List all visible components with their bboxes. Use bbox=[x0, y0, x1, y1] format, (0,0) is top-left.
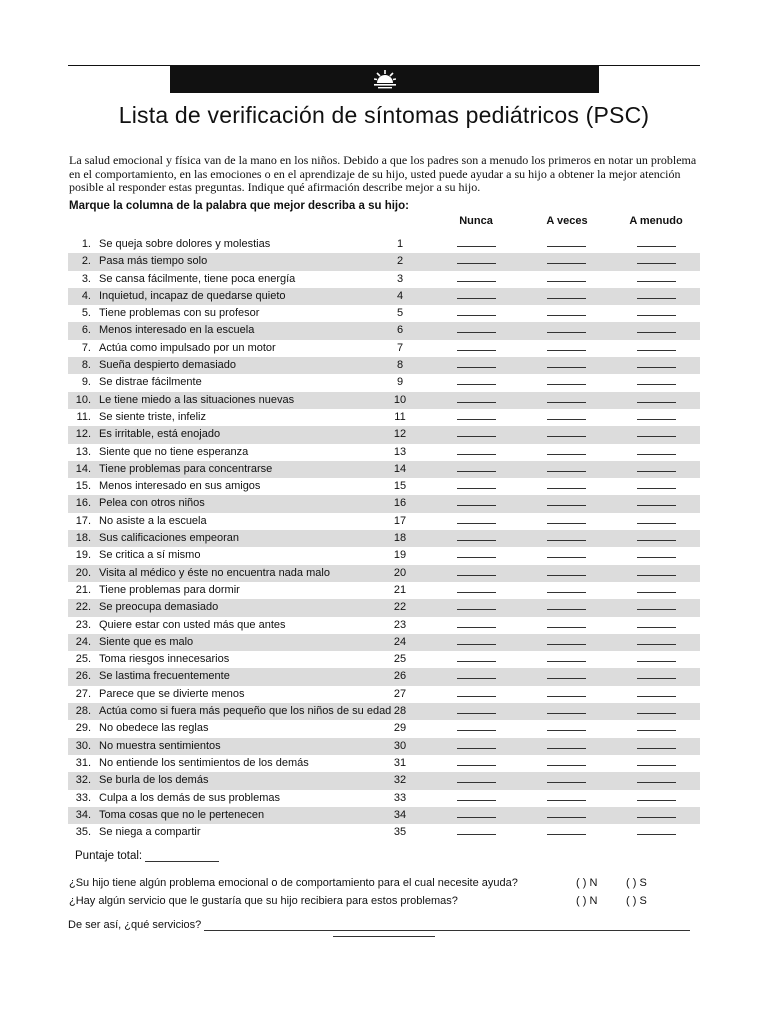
sunrise-icon bbox=[374, 69, 396, 89]
instruction-text: Marque la columna de la palabra que mejor describa a su hijo: bbox=[69, 200, 409, 212]
item-score-number: 5 bbox=[396, 307, 404, 320]
item-number: 27. bbox=[75, 687, 91, 700]
answer-blank-nunca[interactable] bbox=[457, 557, 496, 558]
item-number: 5. bbox=[81, 307, 91, 320]
symptom-list bbox=[68, 236, 700, 841]
answer-blank-a-menudo[interactable] bbox=[637, 281, 676, 282]
answer-blank-a-menudo[interactable] bbox=[637, 748, 676, 749]
list-item bbox=[68, 495, 700, 512]
list-item bbox=[68, 253, 700, 270]
item-text: Se critica a sí mismo bbox=[99, 549, 201, 562]
answer-blank-a-veces[interactable] bbox=[547, 644, 586, 645]
list-item bbox=[68, 478, 700, 495]
answer-blank-nunca[interactable] bbox=[457, 246, 496, 247]
item-score-number: 16 bbox=[393, 497, 407, 510]
answer-blank-a-menudo[interactable] bbox=[637, 523, 676, 524]
item-number: 20. bbox=[75, 566, 91, 579]
answer-blank-a-veces[interactable] bbox=[547, 696, 586, 697]
answer-blank-a-menudo[interactable] bbox=[637, 696, 676, 697]
list-item bbox=[68, 772, 700, 789]
answer-blank-a-menudo[interactable] bbox=[637, 782, 676, 783]
item-number: 14. bbox=[75, 462, 91, 475]
answer-blank-a-veces[interactable] bbox=[547, 384, 586, 385]
answer-blank-a-veces[interactable] bbox=[547, 505, 586, 506]
item-number: 23. bbox=[75, 618, 91, 631]
list-item bbox=[68, 530, 700, 547]
item-text: Parece que se divierte menos bbox=[99, 687, 245, 700]
list-item bbox=[68, 686, 700, 703]
item-text: Actúa como impulsado por un motor bbox=[99, 341, 276, 354]
item-number: 3. bbox=[81, 272, 91, 285]
item-score-number: 33 bbox=[393, 791, 407, 804]
answer-blank-a-menudo[interactable] bbox=[637, 644, 676, 645]
answer-blank-a-veces[interactable] bbox=[547, 298, 586, 299]
list-item bbox=[68, 305, 700, 322]
answer-blank-a-menudo[interactable] bbox=[637, 540, 676, 541]
item-text: Siente que no tiene esperanza bbox=[99, 445, 249, 458]
answer-blank-nunca[interactable] bbox=[457, 436, 496, 437]
answer-blank-a-veces[interactable] bbox=[547, 246, 586, 247]
item-text: Siente que es malo bbox=[99, 635, 194, 648]
item-score-number: 18 bbox=[393, 532, 407, 545]
answer-blank-a-menudo[interactable] bbox=[637, 505, 676, 506]
item-score-number: 15 bbox=[393, 480, 407, 493]
answer-blank-a-veces[interactable] bbox=[547, 471, 586, 472]
column-header-a-veces: A veces bbox=[546, 215, 588, 227]
answer-blank-a-menudo[interactable] bbox=[637, 609, 676, 610]
item-text: Se siente triste, infeliz bbox=[99, 410, 206, 423]
list-item bbox=[68, 409, 700, 426]
answer-blank-a-menudo[interactable] bbox=[637, 678, 676, 679]
answer-blank-a-veces[interactable] bbox=[547, 592, 586, 593]
column-header-nunca: Nunca bbox=[459, 215, 493, 227]
item-score-number: 32 bbox=[393, 774, 407, 787]
column-header-a-menudo: A menudo bbox=[629, 215, 683, 227]
item-score-number: 2 bbox=[396, 255, 404, 268]
list-item bbox=[68, 513, 700, 530]
total-score bbox=[75, 850, 219, 862]
answer-blank-nunca[interactable] bbox=[457, 419, 496, 420]
answer-blank-nunca[interactable] bbox=[457, 523, 496, 524]
item-number: 11. bbox=[76, 410, 91, 423]
answer-blank-nunca[interactable] bbox=[457, 471, 496, 472]
answer-blank-a-veces[interactable] bbox=[547, 713, 586, 714]
answer-blank-a-veces[interactable] bbox=[547, 402, 586, 403]
item-score-number: 30 bbox=[393, 739, 407, 752]
answer-blank-nunca[interactable] bbox=[457, 384, 496, 385]
option-services-yes[interactable]: ( ) S bbox=[626, 895, 647, 907]
item-text: Pasa más tiempo solo bbox=[99, 255, 208, 268]
answer-blank-nunca[interactable] bbox=[457, 298, 496, 299]
item-text: Tiene problemas para dormir bbox=[99, 583, 240, 596]
answer-blank-a-menudo[interactable] bbox=[637, 350, 676, 351]
answer-blank-a-menudo[interactable] bbox=[637, 419, 676, 420]
item-number: 28. bbox=[75, 705, 91, 718]
answer-blank-a-menudo[interactable] bbox=[637, 800, 676, 801]
answer-blank-a-menudo[interactable] bbox=[637, 817, 676, 818]
answer-blank-nunca[interactable] bbox=[457, 644, 496, 645]
item-score-number: 3 bbox=[396, 272, 404, 285]
answer-blank-nunca[interactable] bbox=[457, 834, 496, 835]
item-number: 25. bbox=[75, 653, 91, 666]
answer-blank-a-veces[interactable] bbox=[547, 315, 586, 316]
list-item bbox=[68, 236, 700, 253]
item-text: Culpa a los demás de sus problemas bbox=[99, 791, 280, 804]
answer-blank-a-menudo[interactable] bbox=[637, 488, 676, 489]
answer-blank-a-veces[interactable] bbox=[547, 454, 586, 455]
list-item bbox=[68, 340, 700, 357]
item-number: 2. bbox=[81, 255, 91, 268]
answer-blank-a-veces[interactable] bbox=[547, 575, 586, 576]
answer-blank-a-menudo[interactable] bbox=[637, 575, 676, 576]
item-score-number: 1 bbox=[396, 238, 404, 250]
item-score-number: 14 bbox=[393, 462, 407, 475]
item-text: Actúa como si fuera más pequeño que los niños de su edad bbox=[99, 705, 392, 718]
item-score-number: 17 bbox=[393, 514, 407, 527]
item-number: 9. bbox=[81, 376, 91, 389]
list-item bbox=[68, 288, 700, 305]
item-number: 17. bbox=[75, 514, 91, 527]
answer-blank-a-menudo[interactable] bbox=[637, 332, 676, 333]
item-score-number: 29 bbox=[393, 722, 407, 735]
item-number: 12. bbox=[75, 428, 91, 441]
item-text: Sus calificaciones empeoran bbox=[99, 532, 240, 545]
item-number: 8. bbox=[81, 359, 91, 372]
answer-blank-nunca[interactable] bbox=[457, 817, 496, 818]
answer-blank-a-menudo[interactable] bbox=[637, 627, 676, 628]
answer-blank-a-menudo[interactable] bbox=[637, 436, 676, 437]
answer-blank-nunca[interactable] bbox=[457, 540, 496, 541]
item-number: 16. bbox=[75, 497, 91, 510]
answer-blank-nunca[interactable] bbox=[457, 765, 496, 766]
answer-blank-a-menudo[interactable] bbox=[637, 713, 676, 714]
answer-blank-a-veces[interactable] bbox=[547, 609, 586, 610]
answer-blank-nunca[interactable] bbox=[457, 696, 496, 697]
option-services-no[interactable]: ( ) N bbox=[576, 895, 598, 907]
list-item bbox=[68, 738, 700, 755]
item-score-number: 8 bbox=[396, 359, 404, 372]
answer-blank-a-menudo[interactable] bbox=[637, 315, 676, 316]
item-number: 13. bbox=[75, 445, 91, 458]
answer-blank-nunca[interactable] bbox=[457, 592, 496, 593]
item-number: 31. bbox=[75, 756, 91, 769]
answer-blank-nunca[interactable] bbox=[457, 627, 496, 628]
item-score-number: 28 bbox=[393, 705, 407, 718]
item-text: Sueña despierto demasiado bbox=[99, 359, 236, 372]
item-text: Se distrae fácilmente bbox=[99, 376, 202, 389]
answer-blank-nunca[interactable] bbox=[457, 350, 496, 351]
answer-blank-a-veces[interactable] bbox=[547, 488, 586, 489]
answer-blank-nunca[interactable] bbox=[457, 609, 496, 610]
item-text: Se burla de los demás bbox=[99, 774, 209, 787]
item-text: Toma riesgos innecesarios bbox=[99, 653, 230, 666]
list-item bbox=[68, 547, 700, 564]
answer-blank-a-veces[interactable] bbox=[547, 782, 586, 783]
answer-blank-nunca[interactable] bbox=[457, 505, 496, 506]
item-score-number: 31 bbox=[393, 756, 407, 769]
list-item bbox=[68, 599, 700, 616]
item-text: Tiene problemas para concentrarse bbox=[99, 462, 273, 475]
answer-blank-a-veces[interactable] bbox=[547, 263, 586, 264]
item-text: Quiere estar con usted más que antes bbox=[99, 618, 286, 631]
item-number: 30. bbox=[75, 739, 91, 752]
answer-blank-nunca[interactable] bbox=[457, 402, 496, 403]
answer-blank-a-veces[interactable] bbox=[547, 350, 586, 351]
list-item bbox=[68, 271, 700, 288]
item-number: 32. bbox=[75, 774, 91, 787]
item-text: Se queja sobre dolores y molestias bbox=[99, 238, 271, 250]
item-score-number: 23 bbox=[393, 618, 407, 631]
item-score-number: 24 bbox=[393, 635, 407, 648]
list-item bbox=[68, 392, 700, 409]
item-text: Toma cosas que no le pertenecen bbox=[99, 808, 265, 821]
list-item bbox=[68, 322, 700, 339]
answer-blank-a-menudo[interactable] bbox=[637, 557, 676, 558]
item-number: 7. bbox=[81, 341, 91, 354]
item-score-number: 11 bbox=[394, 410, 406, 423]
answer-blank-a-veces[interactable] bbox=[547, 627, 586, 628]
answer-blank-a-menudo[interactable] bbox=[637, 592, 676, 593]
list-item bbox=[68, 582, 700, 599]
answer-blank-a-veces[interactable] bbox=[547, 540, 586, 541]
list-item bbox=[68, 617, 700, 634]
item-score-number: 22 bbox=[393, 601, 407, 614]
answer-blank-nunca[interactable] bbox=[457, 454, 496, 455]
item-score-number: 20 bbox=[393, 566, 407, 579]
item-number: 29. bbox=[75, 722, 91, 735]
item-score-number: 27 bbox=[393, 687, 407, 700]
list-item bbox=[68, 703, 700, 720]
list-item bbox=[68, 357, 700, 374]
option-help-yes[interactable]: ( ) S bbox=[626, 877, 647, 889]
item-score-number: 25 bbox=[393, 653, 407, 666]
header-banner bbox=[170, 66, 599, 93]
item-number: 1. bbox=[81, 238, 91, 250]
item-score-number: 6 bbox=[396, 324, 404, 337]
item-text: Menos interesado en sus amigos bbox=[99, 480, 261, 493]
answer-blank-nunca[interactable] bbox=[457, 713, 496, 714]
item-text: No entiende los sentimientos de los demás bbox=[99, 756, 309, 769]
item-number: 19. bbox=[75, 549, 91, 562]
item-score-number: 21 bbox=[393, 583, 407, 596]
item-number: 21. bbox=[75, 583, 91, 596]
item-text: No muestra sentimientos bbox=[99, 739, 221, 752]
answer-blank-a-menudo[interactable] bbox=[637, 402, 676, 403]
list-item bbox=[68, 755, 700, 772]
list-item bbox=[68, 461, 700, 478]
answer-blank-nunca[interactable] bbox=[457, 748, 496, 749]
answer-blank-a-menudo[interactable] bbox=[637, 661, 676, 662]
list-item bbox=[68, 668, 700, 685]
total-score-label: Puntaje total: bbox=[75, 850, 143, 862]
item-number: 15. bbox=[75, 480, 91, 493]
total-score-field[interactable] bbox=[145, 850, 219, 862]
item-number: 26. bbox=[75, 670, 91, 683]
question-help-needed: ¿Su hijo tiene algún problema emocional o de comportamiento para el cual necesite ayuda? bbox=[69, 877, 518, 889]
answer-blank-a-veces[interactable] bbox=[547, 557, 586, 558]
services-label: De ser así, ¿qué servicios? bbox=[68, 919, 202, 931]
item-text: Se cansa fácilmente, tiene poca energía bbox=[99, 272, 296, 285]
answer-blank-a-menudo[interactable] bbox=[637, 367, 676, 368]
answer-blank-a-menudo[interactable] bbox=[637, 246, 676, 247]
answer-blank-nunca[interactable] bbox=[457, 367, 496, 368]
answer-blank-a-menudo[interactable] bbox=[637, 471, 676, 472]
item-text: Es irritable, está enojado bbox=[99, 428, 221, 441]
answer-blank-a-veces[interactable] bbox=[547, 523, 586, 524]
list-item bbox=[68, 720, 700, 737]
item-text: Se niega a compartir bbox=[99, 826, 201, 839]
item-text: Se preocupa demasiado bbox=[99, 601, 219, 614]
item-text: Le tiene miedo a las situaciones nuevas bbox=[99, 393, 295, 406]
answer-blank-nunca[interactable] bbox=[457, 263, 496, 264]
answer-blank-a-menudo[interactable] bbox=[637, 263, 676, 264]
answer-blank-a-veces[interactable] bbox=[547, 367, 586, 368]
option-help-no[interactable]: ( ) N bbox=[576, 877, 598, 889]
item-number: 4. bbox=[81, 289, 91, 302]
item-score-number: 13 bbox=[393, 445, 407, 458]
list-item bbox=[68, 634, 700, 651]
answer-blank-nunca[interactable] bbox=[457, 661, 496, 662]
list-item bbox=[68, 374, 700, 391]
answer-blank-a-menudo[interactable] bbox=[637, 298, 676, 299]
answer-blank-a-veces[interactable] bbox=[547, 748, 586, 749]
page-title: Lista de verificación de síntomas pediátricos (PSC) bbox=[118, 102, 650, 128]
item-score-number: 9 bbox=[396, 376, 404, 389]
item-number: 35. bbox=[75, 826, 91, 839]
answer-blank-a-veces[interactable] bbox=[547, 332, 586, 333]
answer-blank-nunca[interactable] bbox=[457, 678, 496, 679]
answer-blank-a-menudo[interactable] bbox=[637, 765, 676, 766]
answer-blank-nunca[interactable] bbox=[457, 800, 496, 801]
services-field[interactable] bbox=[204, 920, 690, 931]
item-score-number: 12 bbox=[393, 428, 407, 441]
list-item bbox=[68, 790, 700, 807]
list-item bbox=[68, 807, 700, 824]
list-item bbox=[68, 824, 700, 841]
item-text: Tiene problemas con su profesor bbox=[99, 307, 260, 320]
list-item bbox=[68, 565, 700, 582]
list-item bbox=[68, 426, 700, 443]
answer-blank-a-veces[interactable] bbox=[547, 678, 586, 679]
answer-blank-nunca[interactable] bbox=[457, 332, 496, 333]
answer-blank-a-menudo[interactable] bbox=[637, 730, 676, 731]
answer-blank-a-veces[interactable] bbox=[547, 834, 586, 835]
answer-blank-nunca[interactable] bbox=[457, 575, 496, 576]
list-item bbox=[68, 444, 700, 461]
item-score-number: 26 bbox=[393, 670, 407, 683]
answer-blank-a-veces[interactable] bbox=[547, 419, 586, 420]
item-score-number: 10 bbox=[393, 393, 407, 406]
answer-blank-a-veces[interactable] bbox=[547, 800, 586, 801]
item-score-number: 19 bbox=[393, 549, 407, 562]
item-number: 18. bbox=[75, 532, 91, 545]
answer-blank-a-veces[interactable] bbox=[547, 817, 586, 818]
item-text: No asiste a la escuela bbox=[99, 514, 207, 527]
answer-blank-nunca[interactable] bbox=[457, 730, 496, 731]
answer-blank-a-menudo[interactable] bbox=[637, 834, 676, 835]
item-text: Menos interesado en la escuela bbox=[99, 324, 255, 337]
item-number: 34. bbox=[75, 808, 91, 821]
item-text: Visita al médico y éste no encuentra nada malo bbox=[99, 566, 330, 579]
answer-blank-a-menudo[interactable] bbox=[637, 384, 676, 385]
item-number: 33. bbox=[75, 791, 91, 804]
answer-blank-a-veces[interactable] bbox=[547, 436, 586, 437]
services-question bbox=[68, 919, 690, 931]
answer-blank-a-veces[interactable] bbox=[547, 765, 586, 766]
item-number: 6. bbox=[81, 324, 91, 337]
answer-blank-nunca[interactable] bbox=[457, 488, 496, 489]
answer-blank-a-veces[interactable] bbox=[547, 730, 586, 731]
answer-blank-nunca[interactable] bbox=[457, 315, 496, 316]
services-second-line[interactable] bbox=[333, 936, 435, 937]
question-services-wanted: ¿Hay algún servicio que le gustaría que su hijo recibiera para estos problemas? bbox=[69, 895, 458, 907]
answer-blank-a-veces[interactable] bbox=[547, 281, 586, 282]
answer-blank-a-menudo[interactable] bbox=[637, 454, 676, 455]
answer-blank-nunca[interactable] bbox=[457, 782, 496, 783]
list-item bbox=[68, 651, 700, 668]
item-text: No obedece las reglas bbox=[99, 722, 209, 735]
item-score-number: 35 bbox=[393, 826, 407, 839]
item-text: Inquietud, incapaz de quedarse quieto bbox=[99, 289, 286, 302]
item-text: Se lastima frecuentemente bbox=[99, 670, 230, 683]
item-score-number: 4 bbox=[396, 289, 404, 302]
item-number: 22. bbox=[75, 601, 91, 614]
answer-blank-a-veces[interactable] bbox=[547, 661, 586, 662]
item-score-number: 34 bbox=[393, 808, 407, 821]
item-text: Pelea con otros niños bbox=[99, 497, 205, 510]
item-score-number: 7 bbox=[396, 341, 404, 354]
intro-paragraph: La salud emocional y física van de la mano en los niños. Debido a que los padres son a menudo los primeros en notar un problema en el comportamiento, en las emociones o en el aprendizaje de su hijo, usted puede ayudar a su hijo a obtener la mejor atención posible al responder estas preguntas. Indique qué afirmación describe mejor a su hijo. bbox=[69, 153, 697, 194]
answer-blank-nunca[interactable] bbox=[457, 281, 496, 282]
item-number: 10. bbox=[75, 393, 91, 406]
item-number: 24. bbox=[75, 635, 91, 648]
